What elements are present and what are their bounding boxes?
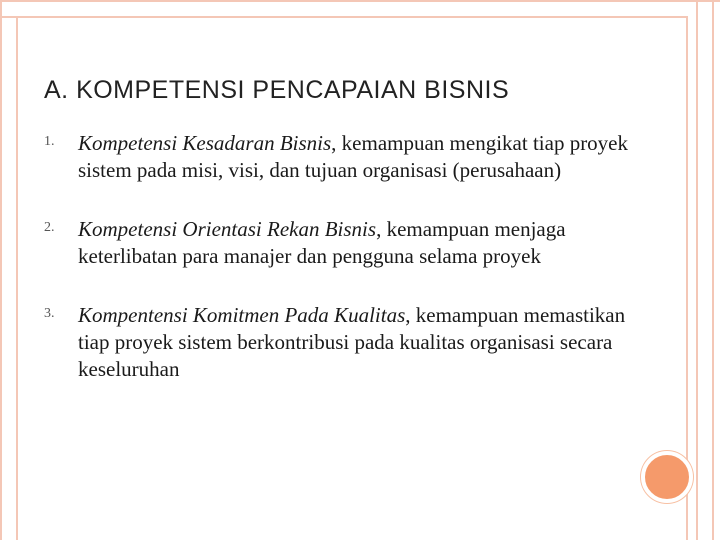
item-text xyxy=(78,302,638,383)
item-number: 2. xyxy=(44,220,55,235)
list-item xyxy=(44,302,644,383)
frame-line-top xyxy=(0,0,720,2)
frame-line-right-c xyxy=(712,0,714,540)
frame-line-left-inner xyxy=(16,16,18,540)
frame-line-top-inner xyxy=(0,16,686,18)
item-term: Kompetensi Kesadaran Bisnis xyxy=(78,131,332,155)
item-term: Kompentensi Komitmen Pada Kualitas xyxy=(78,303,406,327)
item-text xyxy=(78,130,638,184)
decorative-circle xyxy=(641,451,693,503)
frame-line-right-b xyxy=(696,0,698,540)
item-text xyxy=(78,216,638,270)
item-term: Kompetensi Orientasi Rekan Bisnis xyxy=(78,217,377,241)
item-number: 3. xyxy=(44,306,55,321)
frame-line-left xyxy=(0,0,2,540)
competency-list xyxy=(44,130,644,415)
list-item xyxy=(44,216,644,270)
slide-title: A. KOMPETENSI PENCAPAIAN BISNIS xyxy=(44,76,510,104)
item-description: , kemampuan memastikan tiap proyek sistem berkontribusi pada kualitas organisasi secara keseluruhan xyxy=(78,303,626,381)
item-description: , kemampuan mengikat tiap proyek sistem pada misi, visi, dan tujuan organisasi (perusahaan) xyxy=(78,131,629,182)
list-item xyxy=(44,130,644,184)
item-description: , kemampuan menjaga keterlibatan para manajer dan pengguna selama proyek xyxy=(78,217,566,268)
item-number: 1. xyxy=(44,134,55,149)
